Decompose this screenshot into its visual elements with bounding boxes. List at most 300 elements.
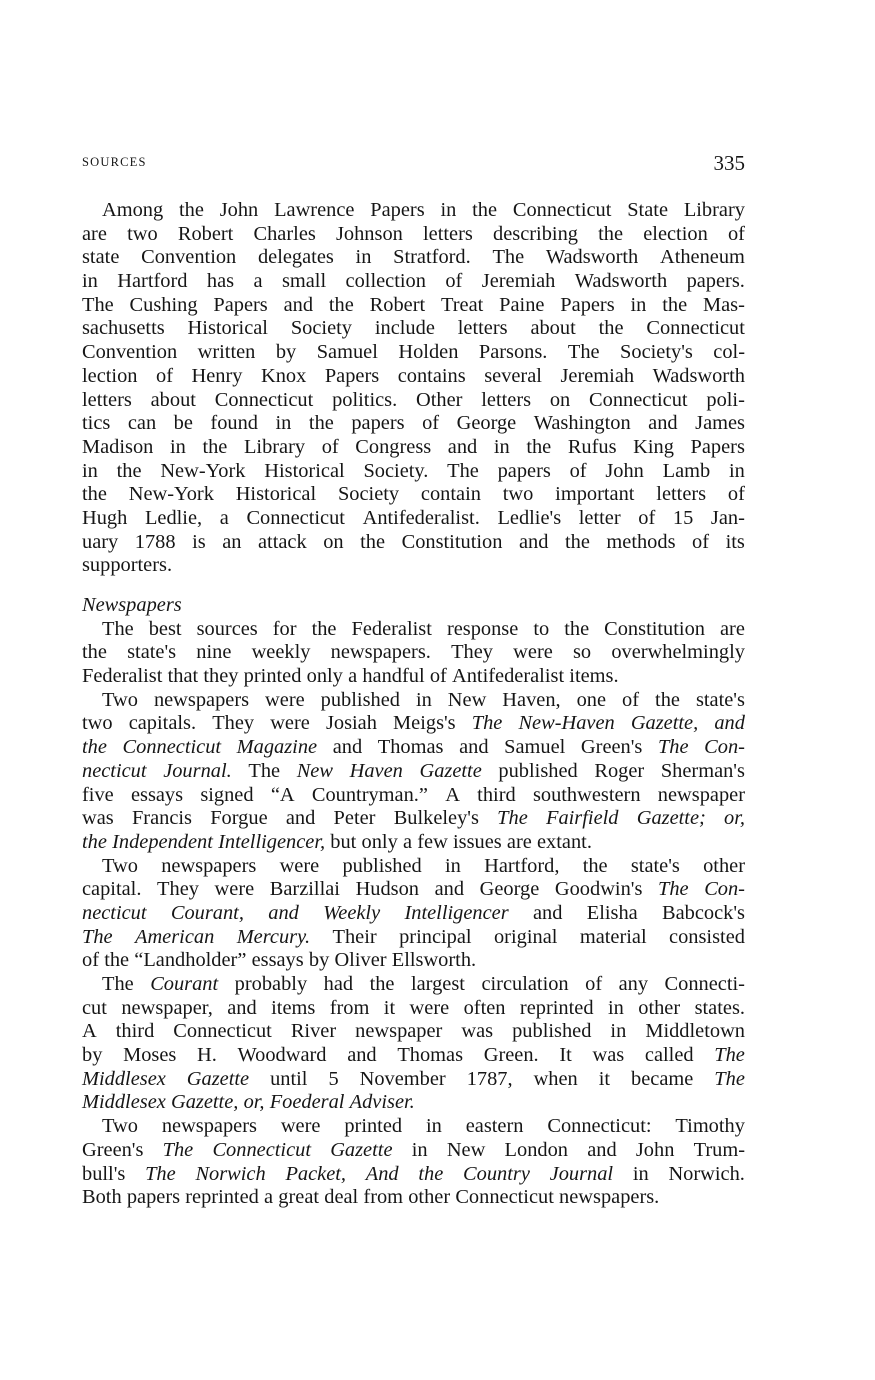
word: overwhelmingly — [611, 641, 745, 664]
word: of — [429, 665, 447, 688]
word: principal — [399, 925, 472, 948]
word: uary — [82, 530, 119, 553]
word: George — [456, 412, 517, 435]
word: and — [648, 412, 678, 435]
word: of — [692, 530, 710, 553]
word: on — [323, 530, 344, 553]
italic-word: Gazette, — [170, 1091, 239, 1114]
word: the — [564, 530, 590, 553]
word: newspapers. — [559, 1186, 660, 1209]
italic-word: Connecticut — [122, 736, 222, 759]
word: that — [167, 665, 199, 688]
italic-word: Gazette — [330, 1138, 393, 1161]
word: Trum- — [693, 1138, 745, 1161]
text-line — [82, 199, 745, 223]
word: Papers — [370, 199, 425, 221]
italic-word: The — [162, 1138, 194, 1161]
word: and — [347, 1044, 377, 1067]
word: of — [638, 506, 656, 529]
word: Elisha — [586, 901, 638, 924]
word: capital. — [82, 878, 142, 901]
word: the — [82, 641, 107, 664]
word: newspapers. — [330, 641, 431, 664]
italic-word: Courant, — [170, 901, 244, 924]
word: Oliver — [334, 949, 387, 972]
word: in — [411, 1138, 428, 1161]
section-heading-newspapers: Newspapers — [82, 594, 182, 616]
word: by — [275, 341, 297, 364]
text-line — [82, 365, 745, 389]
text-line — [82, 760, 745, 784]
word: a — [402, 830, 413, 853]
word: consisted — [669, 925, 745, 948]
word: was — [461, 1020, 494, 1043]
word: of — [569, 459, 587, 482]
word: in — [610, 1020, 627, 1043]
italic-word: Intelligencer — [404, 901, 509, 924]
word: Library — [243, 435, 306, 458]
word: Other — [416, 388, 463, 411]
word: in — [82, 270, 98, 293]
word: Federalist — [82, 665, 163, 688]
word: Samuel — [316, 341, 378, 364]
text-line — [82, 736, 745, 760]
word: Convention — [82, 341, 178, 364]
word: the — [655, 688, 680, 711]
word: Society. — [363, 459, 429, 482]
word: but — [330, 830, 357, 853]
italic-word: Foederal — [269, 1091, 345, 1114]
word: describing — [493, 222, 578, 245]
word: letters — [423, 222, 473, 245]
word: Hartford — [117, 270, 188, 293]
word: were — [270, 712, 310, 735]
text-line — [82, 831, 745, 855]
word: Peter — [333, 807, 376, 830]
word: best — [148, 617, 182, 640]
word: the — [598, 317, 624, 340]
word: Thomas — [397, 1044, 464, 1067]
running-head — [82, 152, 745, 176]
word: the — [202, 435, 228, 458]
word: tics — [82, 412, 111, 435]
word: Hugh — [82, 506, 128, 529]
word: John — [219, 199, 259, 221]
word: papers — [351, 412, 405, 435]
word: Robert — [369, 293, 426, 316]
text-line — [82, 436, 745, 460]
word: The — [102, 973, 134, 995]
italic-word: the — [82, 830, 107, 853]
word: third — [115, 1020, 155, 1043]
text-line — [82, 665, 745, 689]
word: letters — [656, 483, 707, 506]
word: third — [477, 783, 516, 806]
word: newspaper — [657, 783, 745, 806]
italic-word: Magazine — [236, 736, 318, 759]
word: and — [447, 435, 478, 458]
word: Barzillai — [269, 878, 340, 901]
word: Connecticut — [173, 1020, 272, 1043]
word: items. — [569, 665, 619, 688]
word: newspapers — [161, 1115, 257, 1138]
word: papers. — [686, 270, 745, 293]
text-line — [82, 855, 745, 879]
word: Wadsworth — [652, 364, 745, 387]
word: state's — [695, 688, 745, 711]
word: Cushing — [129, 293, 198, 316]
word: Connecti- — [664, 973, 745, 995]
word: The — [492, 246, 525, 269]
word: small — [281, 270, 327, 293]
text-line — [82, 807, 745, 831]
word: two — [502, 483, 534, 506]
text-line — [82, 1139, 745, 1163]
word: Knox — [261, 364, 307, 387]
word: capitals. — [128, 712, 197, 735]
word: Green's — [580, 736, 643, 759]
word: Parsons. — [478, 341, 548, 364]
paragraph-new-haven — [82, 689, 745, 855]
word: and — [285, 807, 316, 830]
word: Library — [683, 199, 745, 221]
word: they — [203, 665, 239, 688]
word: supporters. — [82, 554, 173, 577]
word: were — [513, 641, 553, 664]
word: Wadsworth — [574, 270, 668, 293]
word: published — [512, 1020, 592, 1043]
word: The — [102, 617, 134, 640]
italic-word: Adviser. — [349, 1091, 415, 1114]
italic-word: And — [365, 1162, 399, 1185]
text-line — [82, 412, 745, 436]
italic-word: or, — [724, 807, 745, 830]
word: papers — [126, 1186, 181, 1209]
italic-word: and — [714, 712, 745, 735]
word: issues — [453, 830, 502, 853]
word: the — [328, 293, 354, 316]
word: a — [348, 665, 358, 688]
word: newspapers — [161, 854, 257, 877]
word: contains — [397, 364, 466, 387]
word: the — [116, 459, 142, 482]
word: original — [493, 925, 558, 948]
word: Antifederalist — [452, 665, 565, 688]
text-line — [82, 712, 745, 736]
word: Society — [337, 483, 400, 506]
word: in — [607, 996, 624, 1019]
word: Babcock's — [662, 901, 745, 924]
word: other — [638, 996, 681, 1019]
word: for — [272, 617, 297, 640]
word: 1788 — [134, 530, 176, 553]
word: in — [440, 199, 457, 221]
word: Papers — [560, 293, 615, 316]
word: newspapers — [153, 688, 250, 711]
word: on — [549, 388, 571, 411]
word: became — [631, 1067, 694, 1090]
word: to — [533, 617, 550, 640]
word: methods — [606, 530, 676, 553]
word: printed — [344, 1115, 403, 1138]
word: They — [451, 641, 493, 664]
word: had — [323, 973, 354, 995]
word: are — [720, 617, 745, 640]
italic-word: Gazette; — [636, 807, 706, 830]
word: the — [311, 617, 337, 640]
word: of — [422, 412, 440, 435]
italic-word: The — [82, 925, 113, 948]
word: is — [192, 530, 206, 553]
word: one — [576, 688, 607, 711]
word: Timothy — [675, 1115, 745, 1138]
word: and — [459, 736, 489, 759]
italic-word: Mercury. — [236, 925, 311, 948]
word: reprinted — [519, 996, 594, 1019]
word: Congress — [355, 435, 432, 458]
text-line — [82, 641, 745, 665]
word: were — [265, 688, 305, 711]
word: Hudson — [355, 878, 420, 901]
word: in — [493, 435, 510, 458]
word: until — [270, 1067, 308, 1090]
word: Connecticut — [246, 506, 345, 529]
word: the — [564, 617, 590, 640]
word: Connecticut — [512, 199, 612, 221]
word: Papers — [324, 364, 380, 387]
word: it — [383, 996, 396, 1019]
text-line — [82, 1186, 745, 1210]
word: politics. — [332, 388, 398, 411]
word: Middletown — [645, 1020, 745, 1043]
word: “A — [270, 783, 295, 806]
word: were — [409, 996, 450, 1019]
word: states. — [694, 996, 745, 1019]
italic-word: Weekly — [323, 901, 381, 924]
word: papers — [497, 459, 551, 482]
text-line — [82, 246, 745, 270]
word: New — [446, 1138, 486, 1161]
word: They — [157, 878, 199, 901]
word: published — [342, 854, 422, 877]
page-number: 335 — [713, 151, 745, 175]
text-line — [82, 483, 745, 507]
word: in — [275, 412, 292, 435]
italic-word: Con- — [704, 736, 745, 759]
word: are — [82, 222, 107, 245]
word: Jeremiah — [481, 270, 556, 293]
word: Connecticut — [214, 388, 314, 411]
word: Green. — [483, 1044, 539, 1067]
italic-word: New-Haven — [518, 712, 615, 735]
word: its — [725, 530, 745, 553]
word: often — [463, 996, 506, 1019]
word: Jeremiah — [560, 364, 635, 387]
word: published — [320, 688, 400, 711]
word: Ledlie, — [144, 506, 203, 529]
word: the — [179, 199, 204, 221]
word: of — [156, 364, 174, 387]
text-line — [82, 902, 745, 926]
word: of — [82, 949, 99, 972]
text-line — [82, 531, 745, 555]
word: written — [197, 341, 256, 364]
italic-word: The — [658, 878, 689, 901]
word: New-York — [128, 483, 214, 506]
word: in — [425, 1115, 442, 1138]
word: in — [728, 459, 745, 482]
body-text — [82, 199, 745, 1210]
word: Mas- — [703, 293, 745, 316]
word: Norwich. — [668, 1162, 745, 1185]
word: Francis — [131, 807, 192, 830]
word: newspaper — [355, 1020, 443, 1043]
word: in — [630, 293, 647, 316]
italic-word: the — [82, 736, 107, 759]
word: and — [518, 530, 549, 553]
word: Meigs's — [393, 712, 456, 735]
text-line — [82, 270, 745, 294]
word: by — [82, 1044, 103, 1067]
word: it — [598, 1067, 611, 1090]
word: Roger — [594, 759, 645, 782]
italic-word: Connecticut — [212, 1138, 311, 1161]
word: Paine — [499, 293, 545, 316]
word: Hartford, — [484, 854, 560, 877]
italic-word: Middlesex — [82, 1091, 166, 1114]
word: A — [445, 783, 460, 806]
italic-word: the — [418, 1162, 444, 1185]
word: and — [532, 901, 563, 924]
word: the — [662, 293, 688, 316]
word: Bulkeley's — [393, 807, 479, 830]
word: London — [504, 1138, 568, 1161]
word: state's — [630, 854, 680, 877]
word: Federalist — [351, 617, 432, 640]
word: Both — [82, 1186, 122, 1209]
word: Society's — [620, 341, 693, 364]
word: great — [278, 1186, 320, 1209]
word: was — [82, 807, 114, 830]
word: state's — [127, 641, 177, 664]
word: Samuel — [504, 736, 566, 759]
italic-word: The — [471, 712, 503, 735]
word: from — [363, 1186, 404, 1209]
word: Treat — [441, 293, 484, 316]
word: The — [447, 459, 479, 482]
word: probably — [234, 973, 308, 995]
word: Among — [102, 199, 164, 221]
word: the — [582, 854, 608, 877]
word: James — [695, 412, 745, 435]
word: Green's — [82, 1138, 144, 1161]
word: has — [206, 270, 235, 293]
word: Historical — [187, 317, 268, 340]
text-line — [82, 1068, 745, 1092]
word: Papers — [213, 293, 268, 316]
word: two — [127, 222, 158, 245]
word: about — [530, 317, 576, 340]
italic-word: Intelligencer, — [218, 830, 326, 853]
word: letters — [481, 388, 532, 411]
word: sachusetts — [82, 317, 165, 340]
word: and — [283, 293, 314, 316]
text-line — [82, 949, 745, 973]
word: bull's — [82, 1162, 126, 1185]
word: Atheneum — [659, 246, 745, 269]
word: of — [727, 483, 745, 506]
word: circulation — [481, 973, 569, 995]
italic-word: Courant — [150, 973, 219, 995]
word: Papers — [690, 435, 745, 458]
word: when — [533, 1067, 578, 1090]
word: newspaper, — [121, 996, 213, 1019]
italic-word: Packet, — [285, 1162, 347, 1185]
word: Constitution — [604, 617, 705, 640]
word: Connecticut — [455, 1186, 554, 1209]
word: George — [479, 878, 540, 901]
word: only — [306, 665, 343, 688]
text-line — [82, 618, 745, 642]
paragraph-courant — [82, 973, 745, 1115]
word: were — [280, 1115, 321, 1138]
text-line — [82, 1091, 745, 1115]
text-line — [82, 389, 745, 413]
word: include — [374, 317, 435, 340]
word: be — [173, 412, 193, 435]
word: Robert — [177, 222, 234, 245]
italic-word: Journal — [549, 1162, 614, 1185]
word: of — [727, 222, 745, 245]
word: found — [210, 412, 258, 435]
word: any — [618, 973, 649, 995]
word: printed — [243, 665, 302, 688]
word: Josiah — [325, 712, 377, 735]
word: attack — [258, 530, 307, 553]
word: several — [484, 364, 542, 387]
word: Haven, — [502, 688, 561, 711]
paragraph-best-sources — [82, 618, 745, 689]
word: Johnson — [335, 222, 403, 245]
word: response — [446, 617, 519, 640]
word: largest — [410, 973, 465, 995]
word: The — [82, 293, 114, 316]
word: election — [643, 222, 708, 245]
word: Jan- — [710, 506, 745, 529]
word: the — [82, 483, 107, 506]
word: River — [290, 1020, 337, 1043]
word: Constitution — [401, 530, 503, 553]
italic-word: necticut — [82, 759, 147, 782]
word: five — [82, 783, 114, 806]
word: Connecticut — [589, 388, 688, 411]
word: of — [321, 435, 339, 458]
word: sources — [196, 617, 258, 640]
word: Society — [290, 317, 352, 340]
word: essays — [251, 949, 304, 972]
word: state — [82, 246, 120, 269]
text-line — [82, 317, 745, 341]
word: Lawrence — [274, 199, 355, 221]
word: and — [332, 736, 363, 759]
word: the — [369, 973, 395, 995]
word: Goodwin's — [554, 878, 643, 901]
word: Connecticut: — [547, 1115, 652, 1138]
text-line — [82, 973, 745, 997]
word: A — [82, 1020, 97, 1043]
word: in — [169, 435, 186, 458]
word: Antifederalist. — [362, 506, 480, 529]
